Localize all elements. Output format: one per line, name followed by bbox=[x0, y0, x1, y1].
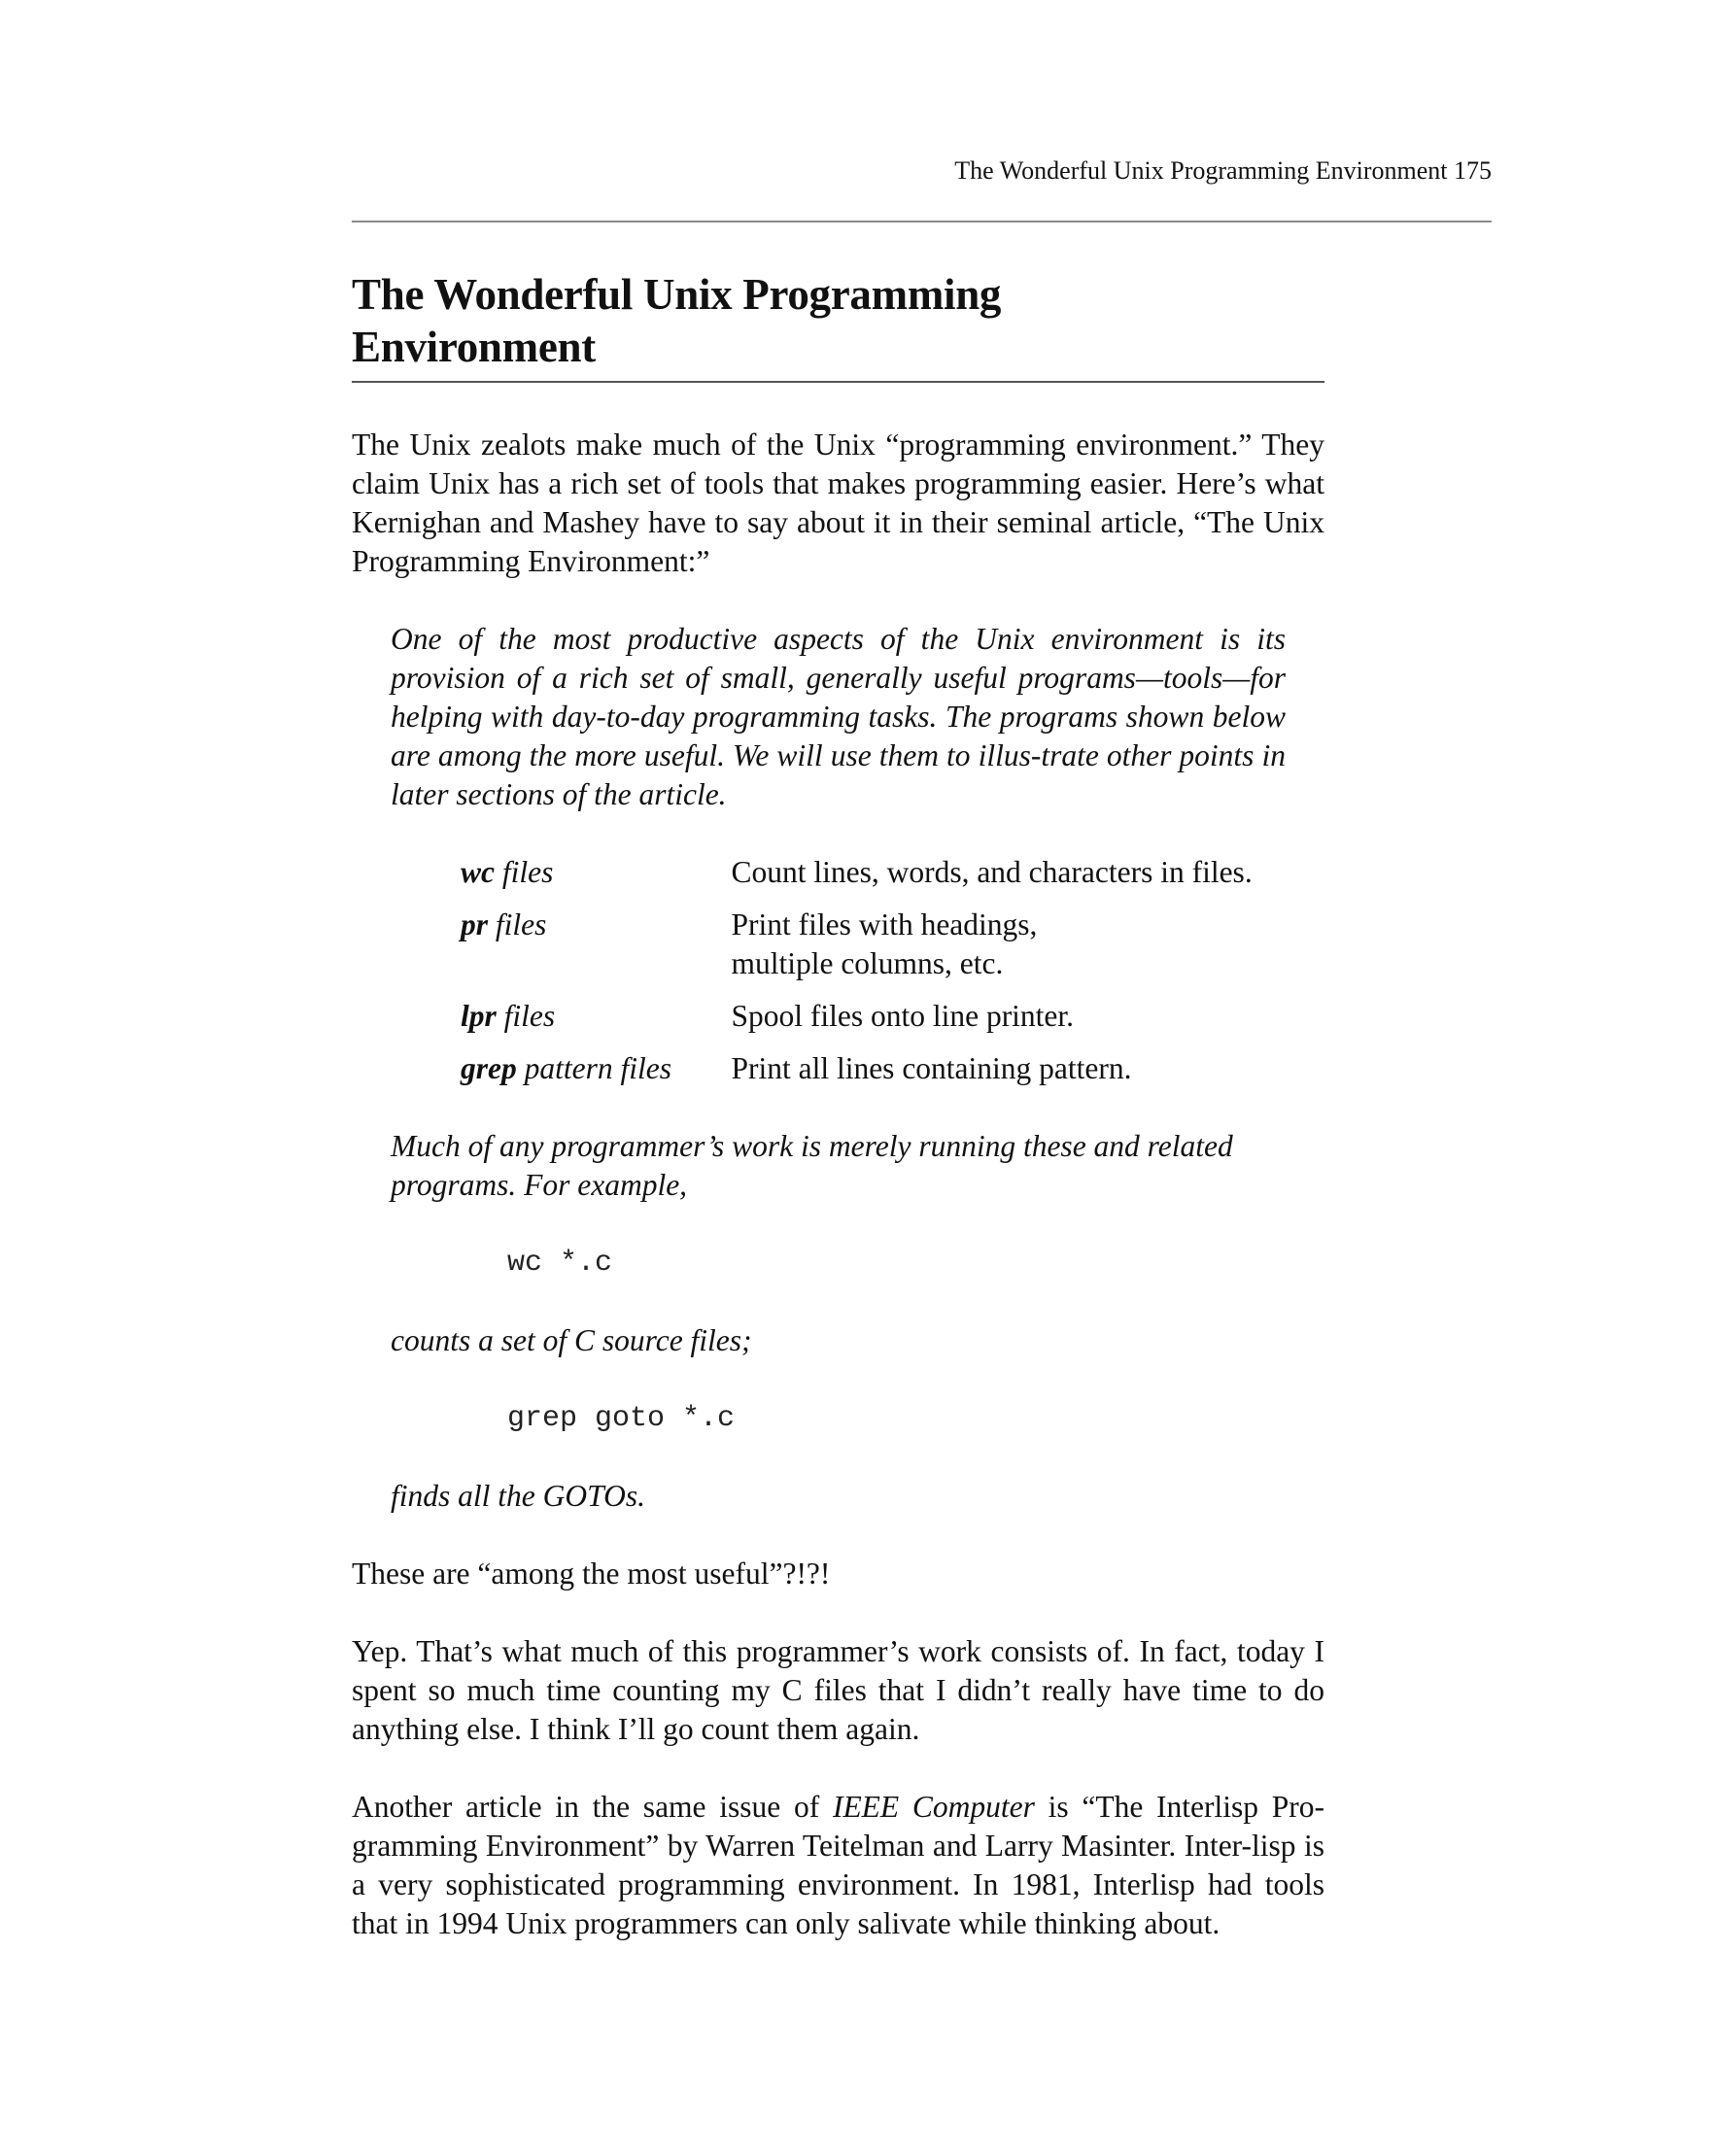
command-args: pattern files bbox=[524, 1051, 671, 1085]
yep-paragraph: Yep. That’s what much of this programmer’s work consists of. In fact, today I spent so much time counting my C files that I didn’t really have time to do anything else. I think I’ll go count them again. bbox=[352, 1634, 1324, 1746]
table-row bbox=[461, 1049, 1286, 1088]
command-cell bbox=[461, 853, 731, 906]
quote-paragraph-2: Much of any programmer’s work is merely running these and related programs. For example, bbox=[391, 1129, 1233, 1202]
running-header: The Wonderful Unix Programming Environment 175 bbox=[954, 156, 1492, 185]
interlisp-text-before: Another article in the same issue of bbox=[352, 1790, 833, 1824]
command-name: lpr bbox=[461, 999, 497, 1033]
command-cell bbox=[461, 997, 731, 1049]
command-description: Spool files onto line printer. bbox=[731, 999, 1075, 1033]
journal-title: IEEE Computer bbox=[832, 1790, 1035, 1824]
table-row bbox=[461, 997, 1286, 1049]
body-text bbox=[352, 426, 1324, 1943]
header-rule bbox=[352, 221, 1492, 222]
command-args: files bbox=[495, 907, 547, 941]
command-description: Print all lines containing pattern. bbox=[731, 1051, 1132, 1085]
command-name: grep bbox=[461, 1051, 517, 1085]
intro-paragraph: The Unix zealots make much of the Unix “programming environment.” They claim Unix has a rich set of tools that makes programming easier. Here’s what Kernighan and Mashey have to say about it in their seminal article, “The Unix Programming Environment:” bbox=[352, 428, 1324, 578]
quote-paragraph-4: finds all the GOTOs. bbox=[391, 1479, 645, 1513]
useful-paragraph: These are “among the most useful”?!?! bbox=[352, 1557, 831, 1591]
command-description: Print files with headings, multiple columns, etc. bbox=[731, 907, 1038, 980]
interlisp-text-after: is “The Interlisp Pro-gramming Environment” by Warren Teitelman and Larry Masinter. Inter-lisp is a very sophisticated programming environment. In 1981, Interlisp had tools that in 1994 Unix programmers can only salivate while thinking about. bbox=[352, 1790, 1325, 1940]
command-description: Count lines, words, and characters in files. bbox=[731, 855, 1253, 889]
command-cell bbox=[461, 906, 731, 997]
command-table bbox=[461, 853, 1286, 1088]
quote-paragraph-3: counts a set of C source files; bbox=[391, 1323, 752, 1357]
title-rule bbox=[352, 381, 1324, 383]
quote-paragraph-1: One of the most productive aspects of the Unix environment is its provision of a rich set of small, generally useful programs—tools—for helping with day-to-day programming tasks. The programs shown below are among the more useful. We will use them to illus-trate other points in later sections of the article. bbox=[391, 622, 1286, 811]
command-args: files bbox=[501, 855, 554, 889]
command-name: wc bbox=[461, 855, 495, 889]
code-example-2: grep goto *.c bbox=[507, 1402, 736, 1435]
table-row bbox=[461, 906, 1286, 997]
block-quote bbox=[391, 620, 1286, 1516]
code-example-1: wc *.c bbox=[507, 1247, 613, 1280]
command-args: files bbox=[503, 999, 556, 1033]
interlisp-paragraph bbox=[352, 1788, 1324, 1943]
chapter-title bbox=[352, 268, 1324, 373]
command-name: pr bbox=[461, 907, 489, 941]
table-row bbox=[461, 853, 1286, 906]
chapter-title-line-2: Environment bbox=[352, 323, 596, 371]
chapter-title-line-1: The Wonderful Unix Programming bbox=[352, 270, 1002, 319]
command-cell bbox=[461, 1049, 731, 1088]
